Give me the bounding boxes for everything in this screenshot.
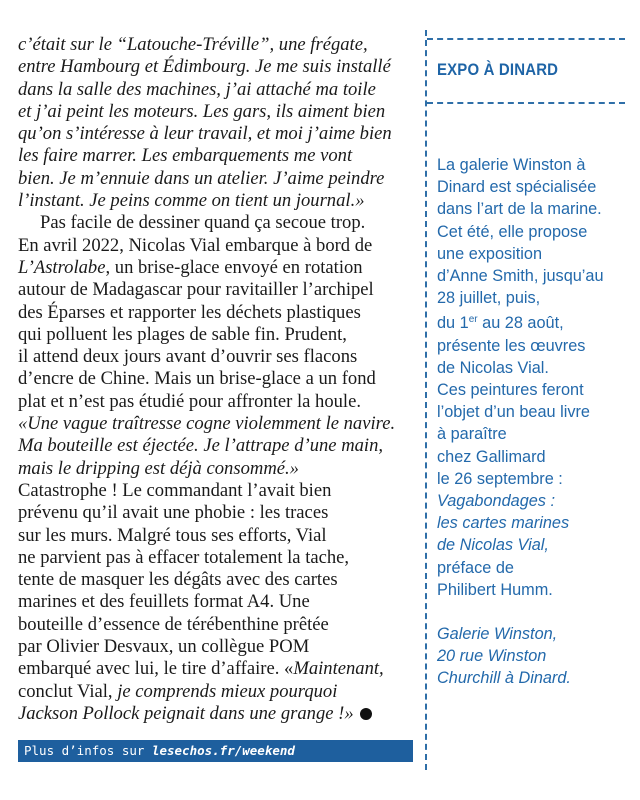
text-line: qu’on s’intéresse à leur travail, et moi j’aime bien [18,123,392,145]
text-line: sur les murs. Malgré tous ses efforts, Vial [18,524,327,546]
text-line: l’objet d’un beau livre [437,403,590,422]
quote-line: «Une vague traîtresse cogne violemment le navire. [18,413,396,435]
text-line: du 1 [437,314,469,333]
text-line: bien. Je m’ennuie dans un atelier. J’aime peindre [18,167,385,189]
text-line: , un brise-glace envoyé en rotation [105,256,363,278]
text-line: tente de masquer les dégâts avec des cartes [18,569,338,591]
text-line: Churchill à Dinard. [437,669,571,688]
more-info-link[interactable]: lesechos.fr/weekend [151,743,295,758]
article-body [18,34,418,725]
text-line: plat et n’est pas étudié pour affronter la houle. [18,390,362,412]
text-line: Philibert Humm. [437,580,553,599]
title-rule-bottom [427,102,625,104]
text-line: présente les œuvres [437,336,586,355]
text-line: d’encre de Chine. Mais un brise-glace a un fond [18,368,376,390]
text-line: de Nicolas Vial. [437,358,549,377]
text-line: chez Gallimard [437,447,546,466]
text-line: dans l’art de la marine. [437,200,602,219]
text-line: 28 juillet, puis, [437,289,541,308]
text-line: et j’ai peint les moteurs. Les gars, ils aiment bien [18,100,386,122]
text-line: prévenu qu’il avait une phobie : les traces [18,502,329,524]
text-line: autour de Madagascar pour ravitailler l’archipel [18,279,374,301]
end-mark-icon [360,708,372,720]
text-line: Pas facile de dessiner quand ça secoue trop. [40,212,366,234]
sidebar-title: EXPO À DINARD [437,60,559,79]
text-line: le 26 septembre : [437,469,563,488]
text-line: à paraître [437,425,507,444]
quote-line: Ma bouteille est éjectée. Je l’attrape d’une main, [18,435,384,457]
quote-fragment: je comprends mieux pourquoi [112,680,338,702]
text-line: conclut Vial, [18,680,113,702]
text-line: ne parvient pas à effacer totalement la tache, [18,546,350,568]
text-line: il attend deux jours avant d’ouvrir ses flacons [18,346,358,368]
article-paragraph-1 [18,34,418,212]
text-line: au 28 août, [477,314,564,333]
quote-fragment: Maintenant, [293,658,384,680]
text-line: une exposition [437,244,543,263]
text-line: l’instant. Je peins comme on tient un journal.» [18,190,365,212]
text-line: En avril 2022, Nicolas Vial embarque à bord de [18,234,373,256]
more-info-label: Plus d’infos sur [24,743,152,758]
title-rule-top [427,38,625,40]
text-line: 20 rue Winston [437,647,547,666]
text-line: La galerie Winston à [437,156,586,174]
text-line: bouteille d’essence de térébenthine prêtée [18,613,329,635]
text-line: Dinard est spécialisée [437,178,597,197]
text-line: par Olivier Desvaux, un collègue POM [18,636,310,658]
book-title: Vagabondages : [437,492,555,511]
quote-line: mais le dripping est déjà consommé.» [18,457,299,479]
sidebar-paragraph [437,154,625,601]
text-line: Catastrophe ! Le commandant l’avait bien [18,479,332,501]
text-line: préface de [437,558,514,577]
text-line: qui polluent les plages de sable fin. Prudent, [18,323,347,345]
text-line: embarqué avec lui, le tire d’affaire. « [18,658,294,680]
text-line: Ces peintures feront [437,381,584,400]
more-info-bar [18,740,413,762]
sidebar-divider [425,30,427,770]
article-paragraph-2 [18,212,418,725]
superscript: er [468,314,478,326]
ship-name: L’Astrolabe [18,256,106,278]
text-line: dans la salle des machines, j’ai attaché ma toile [18,78,376,100]
sidebar-text [437,154,625,690]
text-line: c’était sur le “Latouche-Tréville”, une frégate, [18,34,368,55]
text-line: Galerie Winston, [437,625,558,644]
book-title: les cartes marines [437,514,570,533]
text-line: Cet été, elle propose [437,222,588,241]
book-title: de Nicolas Vial, [437,536,549,555]
sidebar-box [425,30,625,770]
text-line: d’Anne Smith, jusqu’au [437,267,604,286]
text-line: les faire marrer. Les embarquements me vont [18,145,353,167]
gallery-address [437,623,625,690]
text-line: des Éparses et rapporter les déchets plastiques [18,301,361,323]
quote-line: Jackson Pollock peignait dans une grange !» [18,702,354,724]
text-line: marines et des feuillets format A4. Une [18,591,310,613]
text-line: entre Hambourg et Édimbourg. Je me suis installé [18,56,391,78]
